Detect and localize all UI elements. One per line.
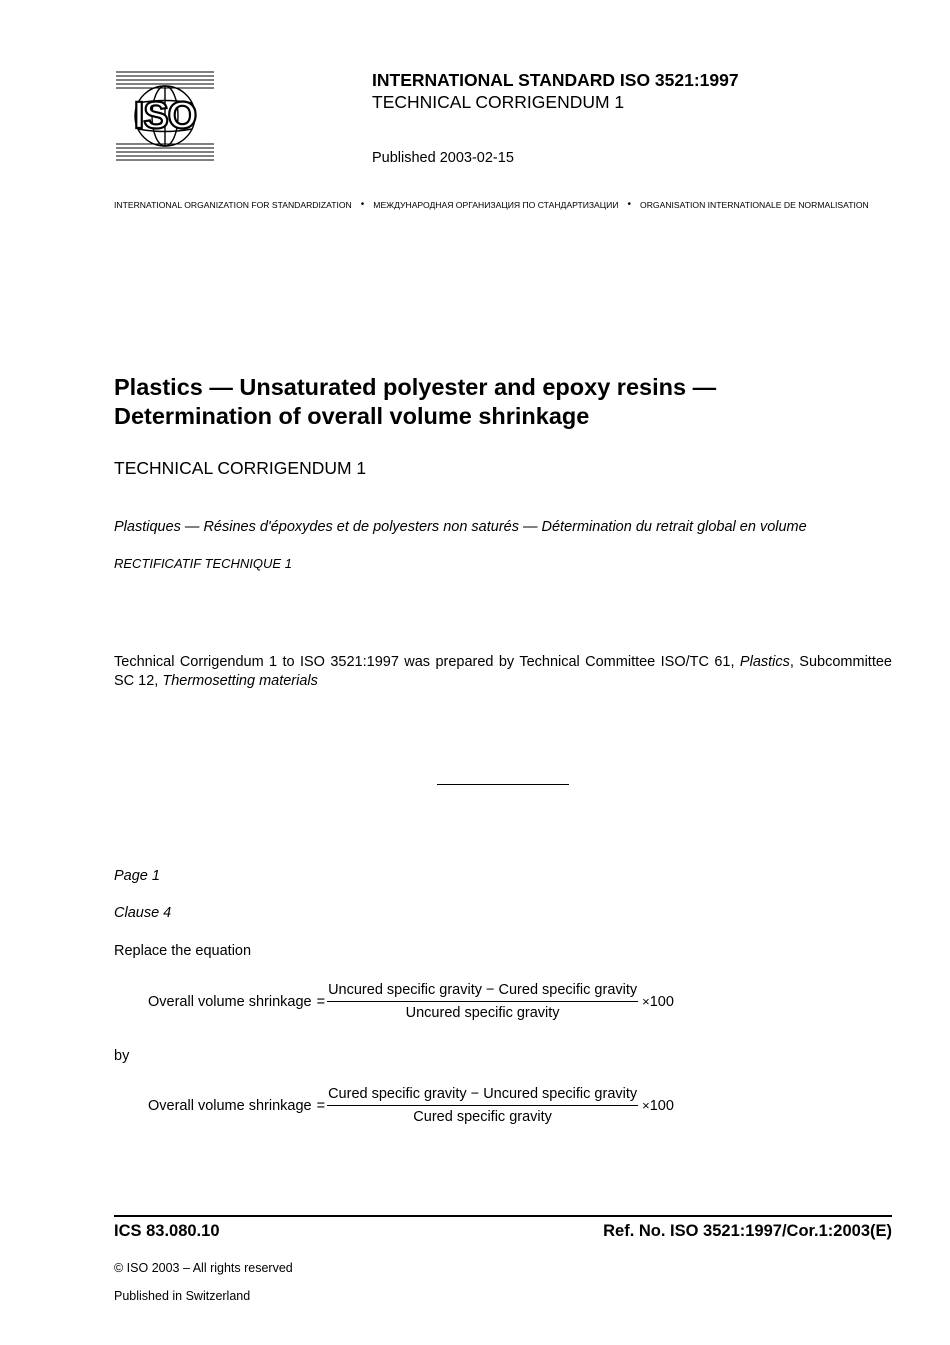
- standard-title: INTERNATIONAL STANDARD ISO 3521:1997: [372, 70, 739, 90]
- french-corrigendum-label: RECTIFICATIF TECHNIQUE 1: [114, 556, 292, 571]
- factor: 100: [649, 993, 674, 1010]
- published-date: Published 2003-02-15: [372, 150, 514, 166]
- fraction: [327, 982, 638, 1021]
- factor: 100: [649, 1097, 674, 1114]
- organization-names: [114, 199, 892, 210]
- published-location: Published in Switzerland: [114, 1289, 251, 1303]
- by-instruction: by: [114, 1048, 130, 1064]
- corrigendum-label: TECHNICAL CORRIGENDUM 1: [114, 458, 367, 478]
- denominator: Uncured specific gravity: [405, 1005, 560, 1021]
- org-name-russian: МЕЖДУНАРОДНАЯ ОРГАНИЗАЦИЯ ПО СТАНДАРТИЗАЦИИ: [373, 199, 619, 210]
- times-sign: ×: [642, 1098, 650, 1113]
- committee-name: Plastics: [739, 654, 790, 670]
- bullet-separator: •: [627, 199, 632, 210]
- fraction: [327, 1086, 638, 1125]
- iso-logo: [116, 70, 214, 164]
- standard-corrigendum: TECHNICAL CORRIGENDUM 1: [372, 92, 625, 112]
- equation-new: [148, 1086, 674, 1125]
- equals-sign: =: [316, 993, 326, 1010]
- document-title-line-1: Plastics — Unsaturated polyester and epoxy resins —: [114, 374, 717, 400]
- french-title: Plastiques — Résines d'époxydes et de polyesters non saturés — Détermination du retrait global en volume: [114, 519, 807, 535]
- footer-rule: [114, 1215, 892, 1217]
- equation-lhs: Overall volume shrinkage: [148, 993, 312, 1010]
- bullet-separator: •: [360, 199, 365, 210]
- subcommittee-name: Thermosetting materials: [162, 672, 318, 689]
- copyright-notice: © ISO 2003 – All rights reserved: [114, 1261, 293, 1275]
- reference-number: Ref. No. ISO 3521:1997/Cor.1:2003(E): [603, 1222, 892, 1240]
- equals-sign: =: [316, 1097, 326, 1114]
- clause-reference: Clause 4: [114, 905, 172, 921]
- section-separator: [437, 784, 569, 785]
- document-title-line-2: Determination of overall volume shrinkage: [114, 403, 590, 429]
- ics-code: ICS 83.080.10: [114, 1222, 220, 1240]
- org-name-english: INTERNATIONAL ORGANIZATION FOR STANDARDIZATION: [114, 199, 352, 210]
- equation-lhs: Overall volume shrinkage: [148, 1097, 312, 1114]
- org-name-french: ORGANISATION INTERNATIONALE DE NORMALISATION: [640, 199, 869, 210]
- replace-instruction: Replace the equation: [114, 943, 252, 959]
- numerator: Cured specific gravity − Uncured specific gravity: [327, 1086, 638, 1106]
- times-sign: ×: [642, 994, 650, 1009]
- equation-old: [148, 982, 674, 1021]
- numerator: Uncured specific gravity − Cured specific gravity: [327, 982, 638, 1002]
- preparation-paragraph: Technical Corrigendum 1 to ISO 3521:1997 was prepared by Technical Committee ISO/TC 61, Plastics, Subcommittee SC 12, Thermosetting materials: [114, 654, 892, 689]
- page-reference: Page 1: [114, 868, 160, 884]
- iso-logo-text: ISO: [133, 95, 197, 137]
- denominator: Cured specific gravity: [413, 1109, 552, 1125]
- document-title: [114, 373, 894, 431]
